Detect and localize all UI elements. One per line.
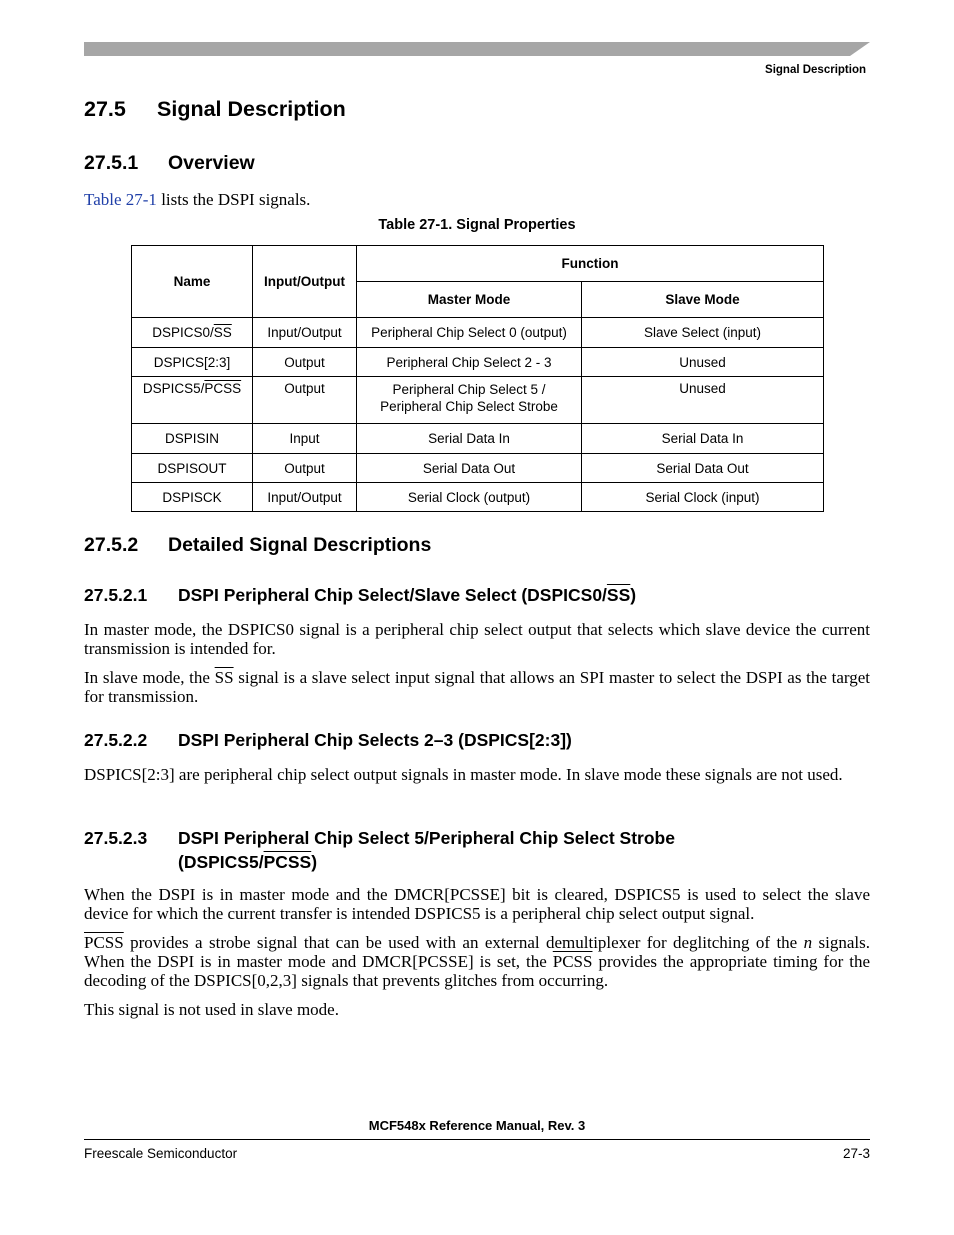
cell-master: Serial Clock (output)	[357, 483, 582, 512]
cell-master: Peripheral Chip Select 5 / Peripheral Chip Select Strobe	[357, 377, 582, 424]
paragraph-dspics0-master: In master mode, the DSPICS0 signal is a peripheral chip select output that selects which slave device the current transmission is intended for.	[84, 620, 870, 658]
table-row	[132, 424, 824, 454]
table-row	[132, 454, 824, 483]
header-master-mode: Master Mode	[357, 282, 582, 318]
signal-properties-table	[131, 245, 824, 512]
cell-name: DSPICS5/PCSS	[132, 377, 253, 424]
table-caption: Table 27-1. Signal Properties	[378, 217, 576, 233]
cell-name: DSPISOUT	[132, 454, 253, 483]
cell-io: Input/Output	[253, 483, 357, 512]
cell-io: Output	[253, 377, 357, 424]
section-heading-27-5-2-2: 27.5.2.2 DSPI Peripheral Chip Selects 2–3 (DSPICS[2:3])	[84, 730, 572, 750]
cell-name: DSPISIN	[132, 424, 253, 454]
section-heading-27-5-2-3: 27.5.2.3 DSPI Peripheral Chip Select 5/Peripheral Chip Select Strobe (DSPICS5/PCSS)	[84, 828, 675, 872]
cell-slave: Serial Clock (input)	[582, 483, 824, 512]
footer-company: Freescale Semiconductor	[84, 1146, 238, 1161]
section-heading-27-5-1: 27.5.1 Overview	[84, 152, 255, 174]
paragraph-ss-slave: In slave mode, the $\overline{SS}$ signal is a slave select input signal that allows an SPI master to select the DSPI as the target for transmission.	[84, 668, 870, 706]
paragraph-not-used-slave: This signal is not used in slave mode.	[84, 1000, 339, 1019]
overview-paragraph: Table 27-1 lists the DSPI signals.	[84, 190, 311, 209]
table-row	[132, 483, 824, 512]
cell-slave: Serial Data In	[582, 424, 824, 454]
header-bar	[84, 42, 870, 56]
cell-master: Peripheral Chip Select 0 (output)	[357, 318, 582, 348]
cell-name: $DSPICS0/\overline{SS}$	[132, 318, 253, 348]
footer-title: MCF548x Reference Manual, Rev. 3	[368, 1118, 586, 1133]
paragraph-dspics23: DSPICS[2:3] are peripheral chip select output signals in master mode. In slave mode these signals are not used.	[84, 765, 843, 784]
header-io: Input/Output	[253, 246, 357, 318]
cell-io: Input/Output	[253, 318, 357, 348]
running-head: Signal Description	[765, 64, 866, 76]
table-link[interactable]: Table 27-1	[84, 190, 157, 209]
cell-master: Serial Data Out	[357, 454, 582, 483]
cell-io: Output	[253, 348, 357, 377]
header-function: Function	[357, 246, 824, 282]
cell-slave: Serial Data Out	[582, 454, 824, 483]
footer-page-number: 27-3	[842, 1146, 870, 1161]
section-heading-27-5: 27.5 Signal Description	[84, 97, 346, 121]
cell-io: Input	[253, 424, 357, 454]
table-row	[132, 318, 824, 348]
cell-io: Output	[253, 454, 357, 483]
cell-master: Serial Data In	[357, 424, 582, 454]
paragraph-pcss-strobe: PCSS provides a strobe signal that can be used with an external demultiplexer for deglitching of the n signals. When the DSPI is in master mode and DMCR[PCSSE] is set, the PCSS provides the appropriate timing for the decoding of the DSPICS[0,2,3] signals that prevents glitches from occurring.	[84, 933, 870, 990]
section-heading-27-5-2-1: 27.5.2.1 DSPI Peripheral Chip Select/Slave Select $(DSPICS0/\overline{SS})$	[84, 585, 637, 605]
cell-slave: Unused	[582, 348, 824, 377]
paragraph-dspics5-master: When the DSPI is in master mode and the DMCR[PCSSE] bit is cleared, DSPICS5 is used to select the slave device for which the current transfer is intended DSPICS5 is a peripheral chip select output signal.	[84, 885, 870, 923]
cell-name: DSPISCK	[132, 483, 253, 512]
section-heading-27-5-2: 27.5.2 Detailed Signal Descriptions	[84, 534, 432, 556]
cell-slave: Slave Select (input)	[582, 318, 824, 348]
cell-name: DSPICS[2:3]	[132, 348, 253, 377]
cell-slave: Unused	[582, 377, 824, 424]
header-name: Name	[132, 246, 253, 318]
table-row	[132, 348, 824, 377]
header-slave-mode: Slave Mode	[582, 282, 824, 318]
table-row	[132, 377, 824, 424]
cell-master: Peripheral Chip Select 2 - 3	[357, 348, 582, 377]
footer-rule	[84, 1139, 870, 1140]
